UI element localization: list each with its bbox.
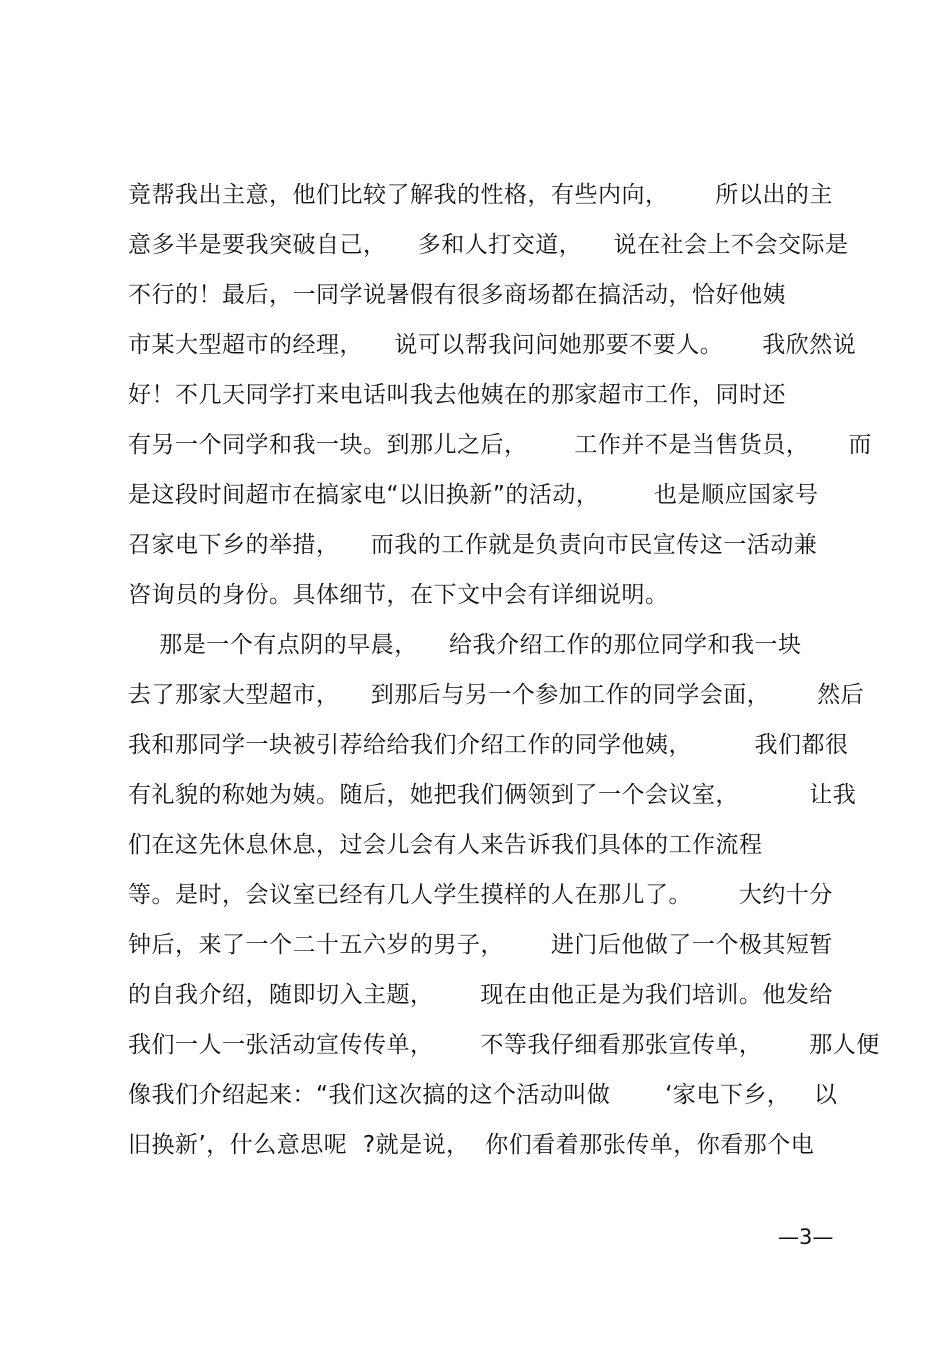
page-number: —3—: [778, 1225, 834, 1249]
text-line: 不行的！最后，一同学说暑假有很多商场都在搞活动，恰好他姨: [128, 282, 786, 308]
text-line: 召家电下乡的举措， 而我的工作就是负责向市民宣传这一活动兼: [128, 532, 818, 558]
text-line: 有另一个同学和我一块。到那儿之后， 工作并不是当售货员， 而: [128, 432, 872, 458]
text-line: 有礼貌的称她为姨。随后，她把我们俩领到了一个会议室， 让我: [128, 782, 857, 808]
text-line: 竟帮我出主意，他们比较了解我的性格，有些内向， 所以出的主: [128, 182, 833, 208]
text-line: 们在这先休息休息，过会儿会有人来告诉我们具体的工作流程: [128, 832, 763, 858]
text-line: 意多半是要我突破自己， 多和人打交道， 说在社会上不会交际是: [128, 232, 849, 258]
text-line: 市某大型超市的经理， 说可以帮我问问她那要不要人。 我欣然说: [128, 332, 857, 358]
text-line: 的自我介绍，随即切入主题， 现在由他正是为我们培训。他发给: [128, 982, 833, 1008]
text-line: 钟后，来了一个二十五六岁的男子， 进门后他做了一个极其短暂: [128, 932, 833, 958]
text-line: 去了那家大型超市， 到那后与另一个参加工作的同学会面， 然后: [128, 682, 865, 708]
text-line: 咨询员的身份。具体细节，在下文中会有详细说明。: [128, 582, 669, 608]
text-line: 那是一个有点阴的早晨， 给我介绍工作的那位同学和我一块: [128, 632, 802, 658]
text-line: 是这段时间超市在搞家电“以旧换新”的活动， 也是顺应国家号: [128, 482, 819, 508]
text-line: 旧换新’，什么意思呢 ?就是说， 你们看着那张传单，你看那个电: [128, 1132, 815, 1158]
text-line: 我们一人一张活动宣传传单， 不等我仔细看那张宣传单， 那人便: [128, 1032, 880, 1058]
text-line: 好！不几天同学打来电话叫我去他姨在的那家超市工作，同时还: [128, 382, 786, 408]
text-line: 我和那同学一块被引荐给给我们介绍工作的同学他姨， 我们都很: [128, 732, 849, 758]
text-line: 等。是时，会议室已经有几人学生摸样的人在那儿了。 大约十分: [128, 882, 833, 908]
text-line: 像我们介绍起来：“我们这次搞的这个活动叫做 ‘家电下乡， 以: [128, 1082, 838, 1108]
